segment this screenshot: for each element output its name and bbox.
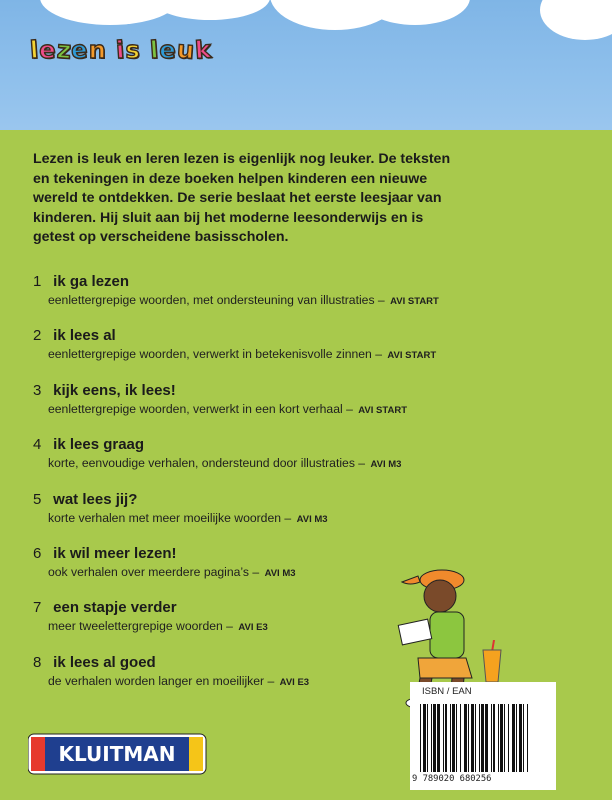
avi-level: AVI M3 — [370, 459, 402, 471]
book-desc: meer tweelettergrepige woorden – — [48, 619, 233, 634]
title-letter: s — [125, 36, 140, 64]
intro-line: en tekeningen in deze boeken helpen kinderen een nieuwe — [33, 170, 428, 187]
avi-level: AVI E3 — [238, 622, 268, 634]
barcode-stripe — [420, 704, 421, 772]
book-title: ik wil meer lezen! — [53, 544, 177, 562]
book-title: ik lees al goed — [53, 653, 156, 671]
barcode-stripe — [523, 704, 524, 772]
book-number: 1 — [33, 273, 42, 290]
book-title: wat lees jij? — [53, 490, 138, 508]
intro-line: Lezen is leuk en leren lezen is eigenlijk nog leuker. De teksten — [33, 151, 451, 167]
book-item — [33, 272, 553, 326]
book-desc: korte, eenvoudige verhalen, ondersteund door illustraties – — [48, 456, 366, 471]
avi-level: AVI START — [390, 296, 439, 307]
drink-cup-icon — [480, 640, 504, 684]
sky-background — [0, 0, 612, 130]
book-title: een stapje verder — [53, 599, 177, 617]
avi-level: AVI START — [387, 350, 437, 362]
title-letter: e — [39, 36, 56, 64]
barcode-stripe — [452, 704, 455, 772]
barcode-stripe — [491, 704, 492, 772]
barcode-stripe — [493, 704, 495, 772]
barcode-stripe — [504, 704, 505, 772]
series-title — [30, 36, 211, 64]
title-letter: e — [159, 36, 176, 64]
isbn-number: 9 789020 680256 — [412, 774, 492, 784]
svg-text:KLUITMAN: KLUITMAN — [58, 742, 176, 766]
barcode-stripe — [479, 704, 480, 772]
barcode-stripe — [437, 704, 440, 772]
book-desc: eenlettergrepige woorden, met ondersteuning van illustraties – — [48, 293, 385, 307]
barcode-stripe — [443, 704, 444, 772]
barcode-icon — [420, 704, 544, 772]
title-letter: l — [29, 35, 40, 65]
title-letter: z — [55, 35, 72, 65]
barcode-stripe — [519, 704, 522, 772]
avi-level: AVI M3 — [264, 567, 296, 579]
barcode-stripe — [527, 704, 528, 772]
barcode-stripe — [512, 704, 515, 772]
intro-line: kinderen. Hij sluit aan bij het moderne leesonderwijs en is — [33, 209, 424, 226]
isbn-label: ISBN / EAN — [422, 686, 472, 697]
title-letter: n — [88, 36, 106, 64]
book-item — [33, 381, 553, 435]
avi-level: AVI START — [358, 404, 407, 416]
title-letter: u — [175, 35, 195, 65]
barcode-stripe — [516, 704, 517, 772]
book-item — [33, 326, 553, 380]
book-title: ik ga lezen — [53, 273, 130, 290]
barcode-stripe — [475, 704, 476, 772]
intro-line: wereld te ontdekken. De serie beslaat het eerste leesjaar van — [33, 190, 442, 207]
title-letter: i — [115, 35, 126, 65]
barcode-stripe — [460, 704, 461, 772]
book-desc: de verhalen worden langer en moeilijker – — [48, 673, 275, 688]
barcode-box — [410, 682, 556, 790]
book-desc: eenlettergrepige woorden, verwerkt in betekenisvolle zinnen – — [48, 347, 383, 362]
title-letter: k — [193, 35, 212, 65]
avi-level: AVI E3 — [279, 676, 310, 688]
book-desc: ook verhalen over meerdere pagina’s – — [48, 564, 260, 579]
book-title: ik lees graag — [53, 436, 145, 454]
barcode-stripe — [456, 704, 457, 772]
barcode-stripe — [471, 704, 474, 772]
intro-text — [33, 150, 473, 248]
title-letter: e — [70, 35, 89, 65]
book-item — [33, 435, 553, 489]
barcode-stripe — [433, 704, 436, 772]
book-number: 6 — [33, 544, 42, 562]
barcode-stripe — [498, 704, 499, 772]
book-desc: eenlettergrepige woorden, verwerkt in een kort verhaal – — [48, 401, 353, 416]
barcode-stripe — [423, 704, 426, 772]
cloud — [540, 0, 612, 40]
barcode-stripe — [500, 704, 503, 772]
intro-line: getest op verscheidene basisscholen. — [33, 229, 289, 246]
book-number: 2 — [33, 327, 42, 345]
book-number: 5 — [33, 490, 42, 508]
publisher-logo — [28, 728, 208, 776]
book-number: 8 — [33, 653, 42, 671]
book-number: 4 — [33, 436, 42, 454]
barcode-stripe — [445, 704, 447, 772]
book-title: kijk eens, ik lees! — [53, 381, 176, 399]
book-desc: korte verhalen met meer moeilijke woorden – — [48, 510, 292, 525]
barcode-stripe — [431, 704, 432, 772]
title-letter: l — [149, 35, 160, 65]
cloud — [150, 0, 270, 20]
book-item — [33, 490, 553, 544]
barcode-stripe — [464, 704, 467, 772]
barcode-stripe — [508, 704, 509, 772]
barcode-stripe — [481, 704, 484, 772]
book-number: 7 — [33, 599, 42, 617]
barcode-stripe — [468, 704, 469, 772]
barcode-stripe — [427, 704, 428, 772]
barcode-stripe — [485, 704, 488, 772]
book-number: 3 — [33, 381, 42, 399]
barcode-stripe — [450, 704, 451, 772]
avi-level: AVI M3 — [296, 513, 328, 525]
book-title: ik lees al — [53, 327, 116, 345]
